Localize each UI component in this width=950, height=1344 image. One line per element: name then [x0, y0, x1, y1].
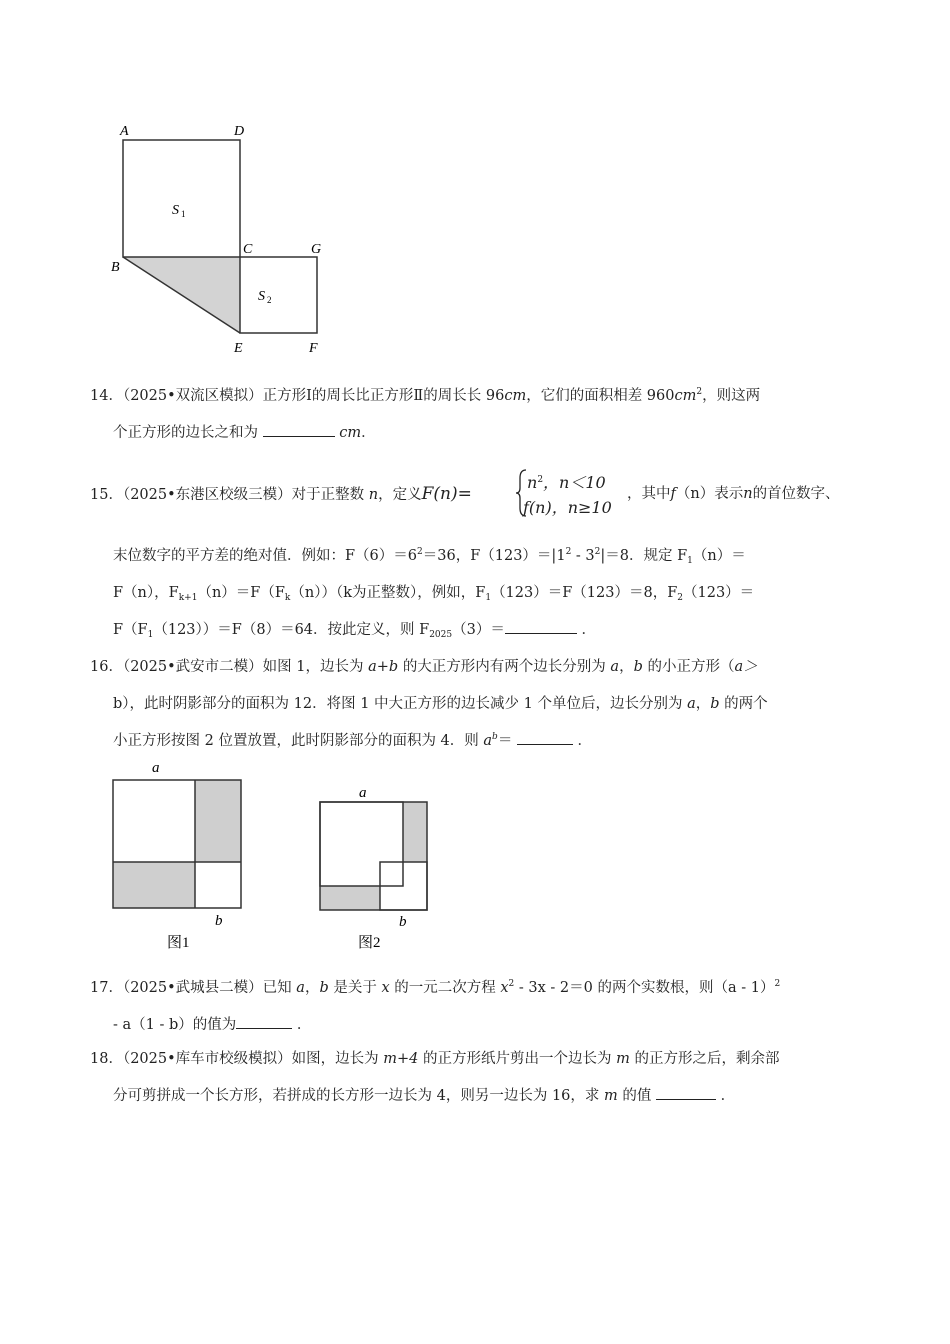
q18-line1: 18．（2025•库车市校级模拟）如图，边长为 m+4 的正方形纸片剪出一个边长为 m 的正方形之后，剩余部 [90, 1051, 780, 1067]
small-square-a [320, 802, 403, 886]
shade-bottom [320, 886, 380, 910]
fig1-caption: 图1 [167, 935, 190, 951]
shade-right-top [195, 780, 241, 862]
figure-1 [105, 755, 255, 955]
piecewise-case-1: $n^2$，n＜10 [527, 473, 606, 492]
q15-line1-tail: ，其中f（n）表示n的首位数字、 [627, 486, 840, 502]
q15-line2: 末位数字的平方差的绝对值．例如：$F(6)=6^2=36$，$F(123)=|1^2 - 3^2|=8$．规定 $F_1(n)=$ [113, 547, 746, 566]
label-s2-sub: 2 [267, 295, 272, 305]
fig2-label-b: b [399, 914, 407, 930]
label-e: E [234, 341, 243, 356]
label-s1-sub: 1 [181, 209, 186, 219]
label-a: A [120, 124, 129, 139]
answer-blank[interactable] [517, 730, 573, 745]
fig1-label-a: a [152, 760, 160, 776]
q14-line2: 个正方形的边长之和为 cm． [113, 422, 376, 444]
figure-2 [310, 780, 440, 955]
q17-line1: 17．（2025•武城县二模）已知 a，b 是关于 x 的一元二次方程 $x^2 - 3x - 2=0$ 的两个实数根，则（a - 1）$^2$ [90, 979, 781, 996]
label-g: G [311, 242, 322, 257]
q16-line2: b），此时阴影部分的面积为 12．将图 1 中大正方形的边长减少 1 个单位后，边长分别为 a，b 的两个 [113, 696, 768, 712]
shade-right [403, 802, 427, 862]
label-d: D [234, 124, 245, 139]
label-c: C [243, 242, 253, 257]
q16-line3: 小正方形按图 2 位置放置，此时阴影部分的面积为 4．则 $a^b=$ ． [113, 732, 593, 749]
shade-bottom-left [113, 862, 195, 908]
fig2-caption: 图2 [358, 935, 381, 951]
q15-line1: 15．（2025•东港区校级三模）对于正整数 n，定义F(n)= [90, 484, 472, 504]
answer-blank[interactable] [236, 1014, 292, 1029]
label-f: F [309, 341, 318, 356]
answer-blank[interactable] [656, 1085, 716, 1100]
piecewise-case-2: f(n)，n≥10 [523, 498, 612, 517]
q16-line1: 16．（2025•武安市二模）如图 1，边长为 a+b 的大正方形内有两个边长分别为 a，b 的小正方形（a＞ [90, 659, 758, 675]
q18-line2: 分可剪拼成一个长方形，若拼成的长方形一边长为 4，则另一边长为 16，求 m 的值 ． [113, 1085, 735, 1107]
q15-line4: $F(F_1(123))=F(8)=64$．按此定义，则 $F_{2025}(3)=$ ． [113, 619, 596, 641]
q15-line3: F（n），$F_{k+1}(n)=F(F_k(n))(k$为正整数），例如，$F_1(123)=F(123)=8$，$F_2(123)=$ [113, 585, 755, 603]
square-s2 [240, 257, 317, 333]
label-b: B [111, 260, 120, 275]
q14-line1: 14．（2025•双流区模拟）正方形Ⅰ的周长比正方形Ⅱ的周长长 96cm，它们的面积相差 $960cm^2$，则这两 [90, 387, 761, 404]
answer-blank[interactable] [505, 619, 577, 634]
square-s1 [123, 140, 240, 257]
q17-line2: - a（1 - b）的值为 ． [113, 1014, 311, 1036]
label-s1: S [172, 203, 179, 218]
answer-blank[interactable] [263, 422, 335, 437]
fig1-label-b: b [215, 913, 223, 929]
label-s2: S [258, 289, 265, 304]
fig2-label-a: a [359, 785, 367, 801]
geometry-figure-squares [100, 115, 340, 360]
